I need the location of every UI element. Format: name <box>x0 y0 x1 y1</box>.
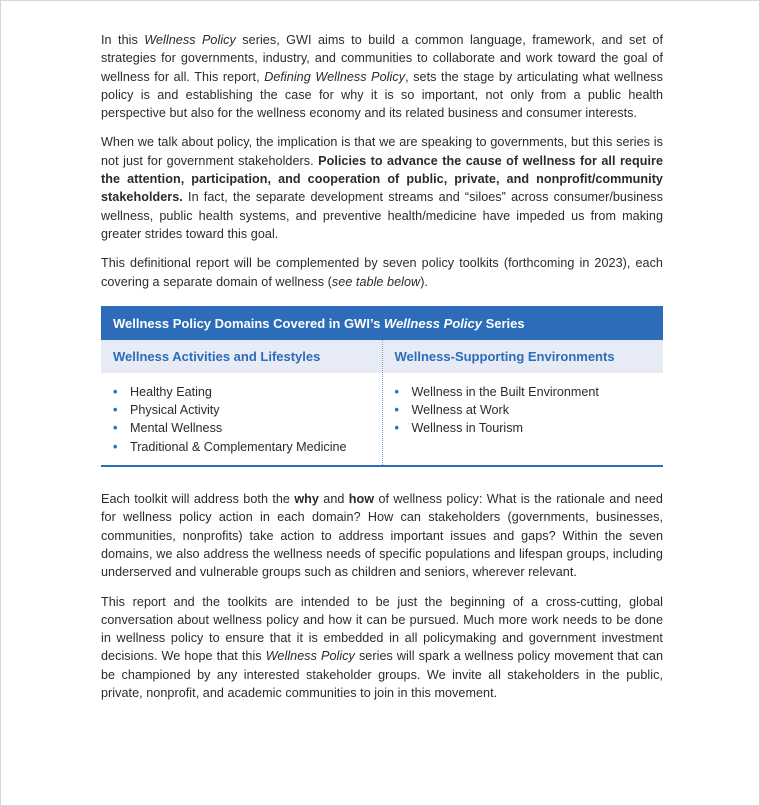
text-run: Each toolkit will address both the <box>101 492 295 507</box>
text-run: When we talk about policy, the implication is that we are speaking to governments, but this series is not just for government stakeholders. <box>101 135 663 168</box>
list-item <box>113 419 382 437</box>
text-run: ). <box>420 274 428 289</box>
table-reference-italic: see table below <box>331 274 421 289</box>
list-item-label: Wellness in Tourism <box>411 421 524 436</box>
intro-paragraph <box>101 31 663 122</box>
list-item <box>395 401 664 419</box>
table-title-italic: Wellness Policy <box>383 315 482 331</box>
list-item <box>113 383 382 401</box>
text-run: , sets the stage by articulating what wellness policy is and establishing the case for why it is so important, not only from a public health perspective but also for the wellness economy and its related business and consumer interests. <box>101 69 663 121</box>
list-item <box>395 383 664 401</box>
bold-statement: Policies to advance the cause of wellness for all require the attention, participation, and cooperation of public, private, and nonprofit/community stakeholders. <box>101 153 663 205</box>
list-item-label: Traditional & Complementary Medicine <box>130 439 347 454</box>
text-run: series will spark a wellness policy movement that can be championed by any interested stakeholder groups. We invite all stakeholders in the public, private, nonprofit, and academic communities to join in this movement. <box>101 649 664 701</box>
text-run: In this <box>101 33 145 47</box>
bold-word: how <box>348 492 375 507</box>
bold-word: why <box>294 492 319 507</box>
why-how-paragraph <box>101 490 663 581</box>
toolkits-paragraph <box>101 254 663 291</box>
list-item-label: Healthy Eating <box>130 384 212 399</box>
text-run: and <box>318 492 349 507</box>
list-item <box>113 401 382 419</box>
bullet-icon: • <box>113 403 118 418</box>
closing-paragraph <box>101 593 663 703</box>
list-item-label: Mental Wellness <box>130 421 223 436</box>
list-item <box>113 438 382 456</box>
bullet-icon: • <box>394 421 399 436</box>
list-item-label: Wellness in the Built Environment <box>411 384 599 399</box>
wellness-domains-table <box>101 306 663 467</box>
stakeholders-paragraph <box>101 133 663 243</box>
bullet-icon: • <box>113 384 118 399</box>
bullet-icon: • <box>113 439 118 454</box>
page-content <box>101 31 663 713</box>
table-title-prefix: Wellness Policy Domains Covered in GWI’s <box>113 315 384 331</box>
table-title-suffix: Series <box>481 315 525 331</box>
column-supporting-environments <box>383 340 664 465</box>
bullet-icon: • <box>113 421 118 436</box>
bullet-icon: • <box>394 403 399 418</box>
text-run: This report and the toolkits are intended to be just the beginning of a cross-cutting, global conversation about wellness policy and how it can be pursued. Much more work needs to be done in wellness policy to ensure that it is embedded in all policymaking and government investment decisions. We hope that this <box>101 594 663 664</box>
series-name-italic: Wellness Policy <box>265 649 355 664</box>
table-title <box>101 306 663 340</box>
column-activities-lifestyles <box>101 340 383 465</box>
table-columns <box>101 340 663 465</box>
list-item-label: Physical Activity <box>130 403 220 418</box>
list-item-label: Wellness at Work <box>411 403 510 418</box>
report-name-italic: Defining Wellness Policy <box>264 69 406 84</box>
text-run: series, GWI aims to build a common language, framework, and set of strategies for governments, industry, and communities to collaborate and work toward the goal of wellness for all. This report, <box>101 33 664 84</box>
column-header: Wellness Activities and Lifestyles <box>101 340 382 373</box>
list-item <box>395 419 664 437</box>
text-run: In fact, the separate development streams and “siloes” across consumer/business wellness, public health systems, and preventive health/medicine have impeded us from making greater strides toward this goal. <box>101 190 663 241</box>
bullet-icon: • <box>394 384 399 399</box>
domain-list <box>101 373 382 465</box>
column-header: Wellness-Supporting Environments <box>383 340 664 373</box>
series-name-italic: Wellness Policy <box>144 33 236 47</box>
domain-list <box>383 373 664 447</box>
text-run: This definitional report will be complemented by seven policy toolkits (forthcoming in 2023), each covering a separate domain of wellness ( <box>101 256 663 289</box>
text-run: of wellness policy: What is the rationale and need for wellness policy action in each domain? How can stakeholders (governments, businesses, communities, nonprofits) take action to address important issues and gaps? Within the seven domains, we also address the wellness needs of specific populations and lifespan groups, including underserved and vulnerable groups such as children and seniors, wherever relevant. <box>101 492 663 580</box>
